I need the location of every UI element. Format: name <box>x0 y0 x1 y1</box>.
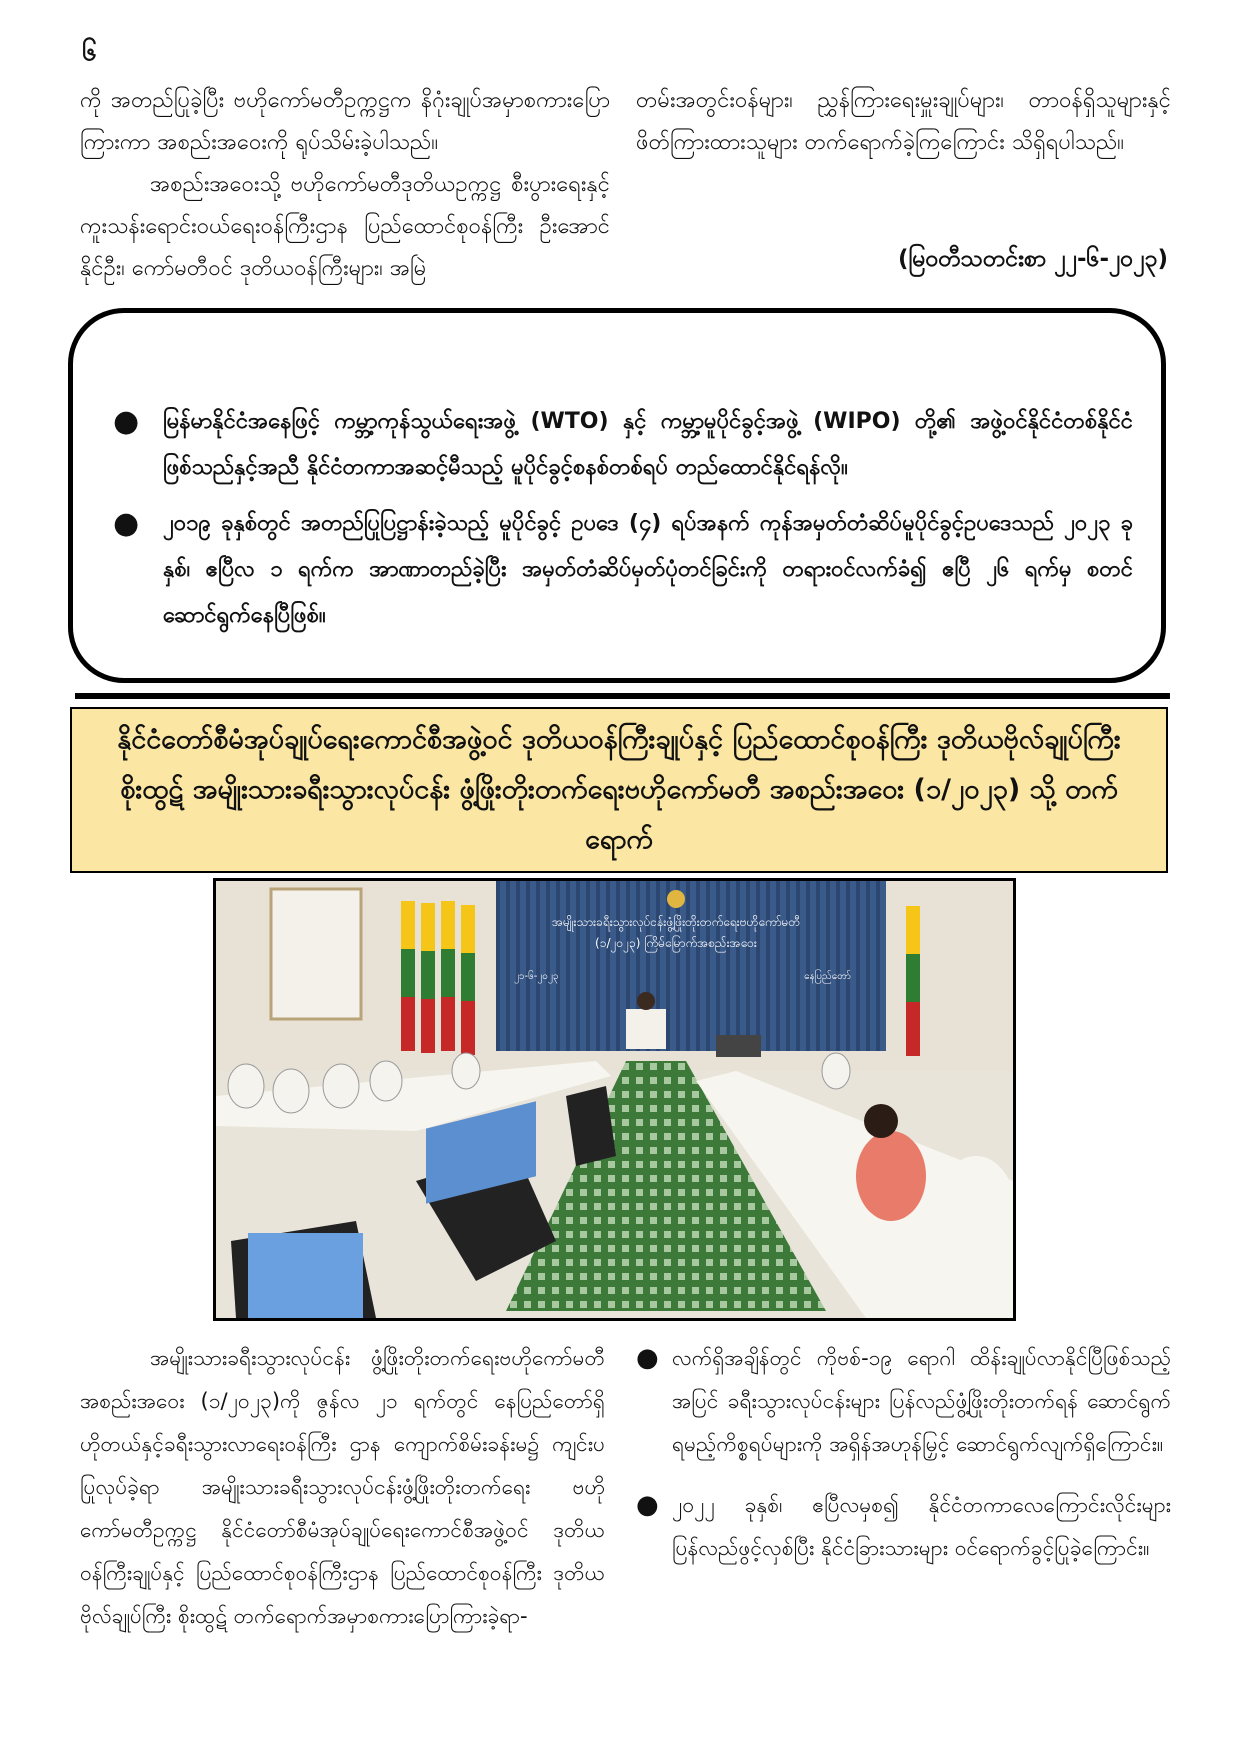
bullet-icon: ● <box>636 1343 659 1373</box>
highlight-bullet: ● ၂၀၁၉ ခုနှစ်တွင် အတည်ပြုပြဋ္ဌာန်းခဲ့သည့် မူပိုင်ခွင့် ဥပဒေ (၄) ရပ်အနက် ကုန်အမှတ်တံဆိပ်မူပိုင်ခွင့်ဥပဒေသည် ၂၀၂၃ ခုနှစ်၊ ဧပြီလ ၁ ရက်က အာဏာတည်ခဲ့ပြီး အမှတ်တံဆိပ်မှတ်ပုံတင်ခြင်းကို တရားဝင်လက်ခံ၍ ဧပြီ ၂၆ ရက်မှ စတင်ဆောင်ရွက်နေပြီဖြစ်။ <box>103 501 1133 639</box>
headline: နိုင်ငံတော်စီမံအုပ်ချုပ်ရေးကောင်စီအဖွဲ့ဝင် ဒုတိယဝန်ကြီးချုပ်နှင့် ပြည်ထောင်စုဝန်ကြီး ဒုတိယဗိုလ်ချုပ်ကြီးစိုးထွဋ် အမျိုးသားခရီးသွားလုပ်ငန်း ဖွံ့ဖြိုးတိုးတက်ရေးဗဟိုကော်မတီ အစည်းအဝေး (၁/၂၀၂၃) သို့ တက်ရောက် <box>117 724 1121 855</box>
news-source: (မြဝတီသတင်းစာ ၂၂-၆-၂၀၂၃) <box>897 246 1168 272</box>
bottom-left-column <box>80 1337 605 1638</box>
backdrop-place: နေပြည်တော် <box>804 971 851 982</box>
meeting-photo <box>213 878 1016 1321</box>
bottom-right-column <box>636 1337 1171 1588</box>
top-left-column <box>80 80 610 290</box>
bullet-icon: ● <box>636 1490 659 1520</box>
attendees-paragraph-continued: တမ်းအတွင်းဝန်များ၊ ညွှန်ကြားရေးမှူးချုပ်များ၊ တာဝန်ရှိသူများနှင့် ဖိတ်ကြားထားသူများ တက်ရောက်ခဲ့ကြကြောင်း သိရှိရပါသည်။ <box>636 88 1171 155</box>
speech-point: ● ၂၀၂၂ ခုနှစ်၊ ဧပြီလမှစ၍ နိုင်ငံတကာလေကြောင်းလိုင်းများ ပြန်လည်ဖွင့်လှစ်ပြီး နိုင်ငံခြားသားများ ဝင်ရောက်ခွင့်ပြုခဲ့ကြောင်း။ <box>636 1484 1171 1570</box>
backdrop-date: ၂၁-၆-၂၀၂၃ <box>514 971 559 982</box>
page-number: ၆ <box>82 37 97 67</box>
meeting-paragraph: အမျိုးသားခရီးသွားလုပ်ငန်း ဖွံ့ဖြိုးတိုးတက်ရေးဗဟိုကော်မတီအစည်းအဝေး (၁/၂၀၂၃)ကို ဇွန်လ ၂၁ ရက်တွင် နေပြည်တော်ရှိ ဟိုတယ်နှင့်ခရီးသွားလာရေးဝန်ကြီး ဌာန ကျောက်စိမ်းခန်းမ၌ ကျင်းပပြုလုပ်ခဲ့ရာ အမျိုးသားခရီးသွားလုပ်ငန်းဖွံ့ဖြိုးတိုးတက်ရေး ဗဟိုကော်မတီဥက္ကဋ္ဌ နိုင်ငံတော်စီမံအုပ်ချုပ်ရေးကောင်စီအဖွဲ့ဝင် ဒုတိယဝန်ကြီးချုပ်နှင့် ပြည်ထောင်စုဝန်ကြီးဌာန ပြည်ထောင်စုဝန်ကြီး ဒုတိယဗိုလ်ချုပ်ကြီး စိုးထွဋ် တက်ရောက်အမှာစကားပြောကြားခဲ့ရာ- <box>80 1346 605 1628</box>
highlight-bullet: ● မြန်မာနိုင်ငံအနေဖြင့် ကမ္ဘာ့ကုန်သွယ်ရေးအဖွဲ့ (WTO) နှင့် ကမ္ဘာ့မူပိုင်ခွင့်အဖွဲ့ (WIPO) တို့၏ အဖွဲ့ဝင်နိုင်ငံတစ်နိုင်ငံဖြစ်သည်နှင့်အညီ နိုင်ငံတကာအဆင့်မီသည့် မူပိုင်ခွင့်စနစ်တစ်ရပ် တည်ထောင်နိုင်ရန်လို။ <box>103 399 1133 491</box>
attendees-paragraph: အစည်းအဝေးသို့ ဗဟိုကော်မတီဒုတိယဥက္ကဋ္ဌ စီးပွားရေးနှင့်ကူးသန်းရောင်းဝယ်ရေးဝန်ကြီးဌာန ပြည်ထောင်စုဝန်ကြီး ဦးအောင်နိုင်ဦး၊ ကော်မတီဝင် ဒုတိယဝန်ကြီးများ၊ အမြဲ <box>80 172 610 281</box>
headline-banner <box>70 707 1168 873</box>
bullet-icon: ● <box>113 506 140 541</box>
backdrop-subtitle: (၁/၂၀၂၃) ကြိမ်မြောက်အစည်းအဝေး <box>595 936 757 950</box>
bullet-icon: ● <box>113 404 140 439</box>
highlight-box <box>68 308 1166 683</box>
continued-paragraph: ကို အတည်ပြုခဲ့ပြီး ဗဟိုကော်မတီဥက္ကဋ္ဌက နိဂုံးချုပ်အမှာစကားပြောကြားကာ အစည်းအဝေးကို ရုပ်သိမ်းခဲ့ပါသည်။ <box>80 88 610 155</box>
top-right-column <box>636 80 1171 164</box>
backdrop-title: အမျိုးသားခရီးသွားလုပ်ငန်းဖွံ့ဖြိုးတိုးတက်ရေးဗဟိုကော်မတီ <box>551 915 801 929</box>
section-divider <box>75 693 1170 699</box>
speech-point: ● လက်ရှိအချိန်တွင် ကိုဗစ်-၁၉ ရောဂါ ထိန်းချုပ်လာနိုင်ပြီဖြစ်သည့်အပြင် ခရီးသွားလုပ်ငန်းများ ပြန်လည်ဖွံ့ဖြိုးတိုးတက်ရန် ဆောင်ရွက်ရမည့်ကိစ္စရပ်များကို အရှိန်အဟုန်မြှင့် ဆောင်ရွက်လျက်ရှိကြောင်း။ <box>636 1337 1171 1466</box>
